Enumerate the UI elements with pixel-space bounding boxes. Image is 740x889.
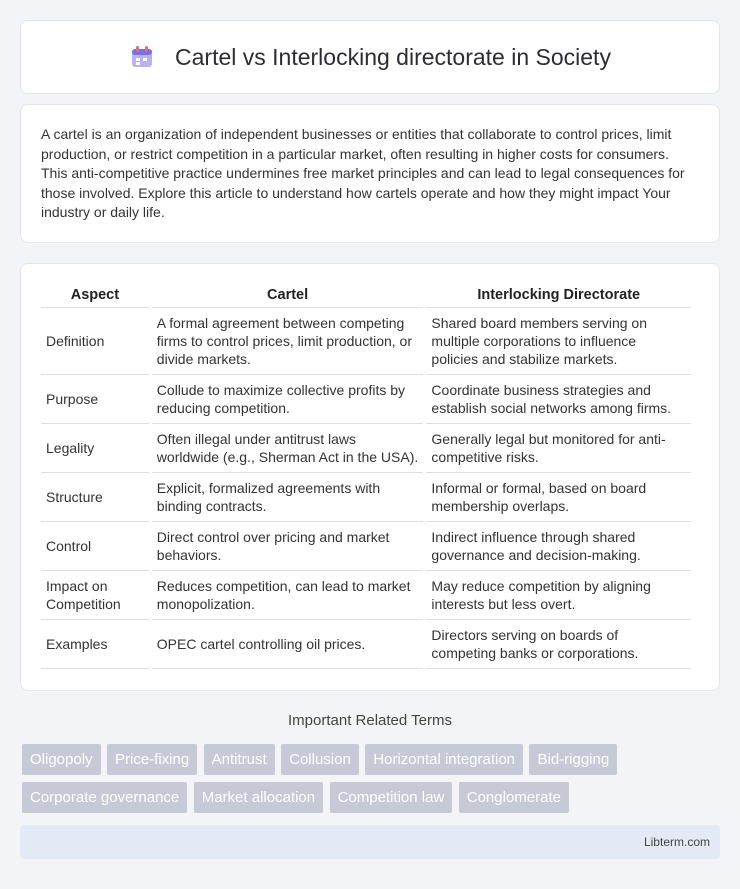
row-interlocking: May reduce competition by aligning interests but less overt. (426, 571, 691, 620)
row-cartel: Direct control over pricing and market behaviors. (152, 522, 424, 571)
row-aspect: Examples (41, 620, 149, 669)
comparison-card (20, 263, 720, 691)
comparison-table (38, 284, 694, 669)
title-card (20, 20, 720, 94)
row-interlocking: Informal or formal, based on board membership overlaps. (426, 473, 691, 522)
term-tag[interactable]: Oligopoly (22, 744, 101, 775)
header-cartel: Cartel (152, 284, 424, 308)
row-aspect: Definition (41, 308, 149, 375)
footer-site-link[interactable]: Libterm.com (643, 835, 710, 849)
term-tag[interactable]: Corporate governance (22, 782, 187, 813)
related-terms-list (22, 744, 722, 820)
row-interlocking: Coordinate business strategies and establish social networks among firms. (426, 375, 691, 424)
row-interlocking: Shared board members serving on multiple corporations to influence policies and stabilize markets. (426, 308, 691, 375)
calendar-icon (129, 44, 155, 70)
header-aspect: Aspect (41, 284, 149, 308)
header-interlocking: Interlocking Directorate (426, 284, 691, 308)
term-tag[interactable]: Antitrust (204, 744, 275, 775)
row-cartel: A formal agreement between competing firms to control prices, limit production, or divide markets. (152, 308, 424, 375)
term-tag[interactable]: Bid-rigging (529, 744, 617, 775)
table-row (41, 473, 691, 522)
table-row (41, 522, 691, 571)
row-aspect: Control (41, 522, 149, 571)
term-tag[interactable]: Market allocation (194, 782, 323, 813)
row-cartel: Explicit, formalized agreements with binding contracts. (152, 473, 424, 522)
table-row (41, 375, 691, 424)
term-tag[interactable]: Conglomerate (459, 782, 569, 813)
row-aspect: Legality (41, 424, 149, 473)
row-cartel: Collude to maximize collective profits by reducing competition. (152, 375, 424, 424)
table-row (41, 424, 691, 473)
row-cartel: Often illegal under antitrust laws worldwide (e.g., Sherman Act in the USA). (152, 424, 424, 473)
row-cartel: Reduces competition, can lead to market monopolization. (152, 571, 424, 620)
term-tag[interactable]: Collusion (281, 744, 359, 775)
table-row (41, 571, 691, 620)
table-header-row (41, 284, 691, 308)
related-terms-title: Important Related Terms (288, 712, 452, 729)
row-aspect: Structure (41, 473, 149, 522)
term-tag[interactable]: Horizontal integration (365, 744, 523, 775)
intro-text: A cartel is an organization of independent businesses or entities that collaborate to control prices, limit production, or restrict competition in a particular market, often resulting in higher costs for consumers. This anti-competitive practice undermines free market principles and can lead to legal consequences for those involved. Explore this article to understand how cartels operate and how they might impact Your industry or daily life. (41, 126, 685, 221)
row-cartel: OPEC cartel controlling oil prices. (152, 620, 424, 669)
row-interlocking: Directors serving on boards of competing banks or corporations. (426, 620, 691, 669)
table-row (41, 308, 691, 375)
page-title: Cartel vs Interlocking directorate in Society (175, 43, 611, 70)
table-row (41, 620, 691, 669)
row-aspect: Purpose (41, 375, 149, 424)
intro-card (20, 104, 720, 243)
term-tag[interactable]: Competition law (330, 782, 453, 813)
row-aspect: Impact on Competition (41, 571, 149, 620)
term-tag[interactable]: Price-fixing (107, 744, 197, 775)
row-interlocking: Generally legal but monitored for anti-competitive risks. (426, 424, 691, 473)
footer (20, 825, 720, 859)
row-interlocking: Indirect influence through shared governance and decision-making. (426, 522, 691, 571)
